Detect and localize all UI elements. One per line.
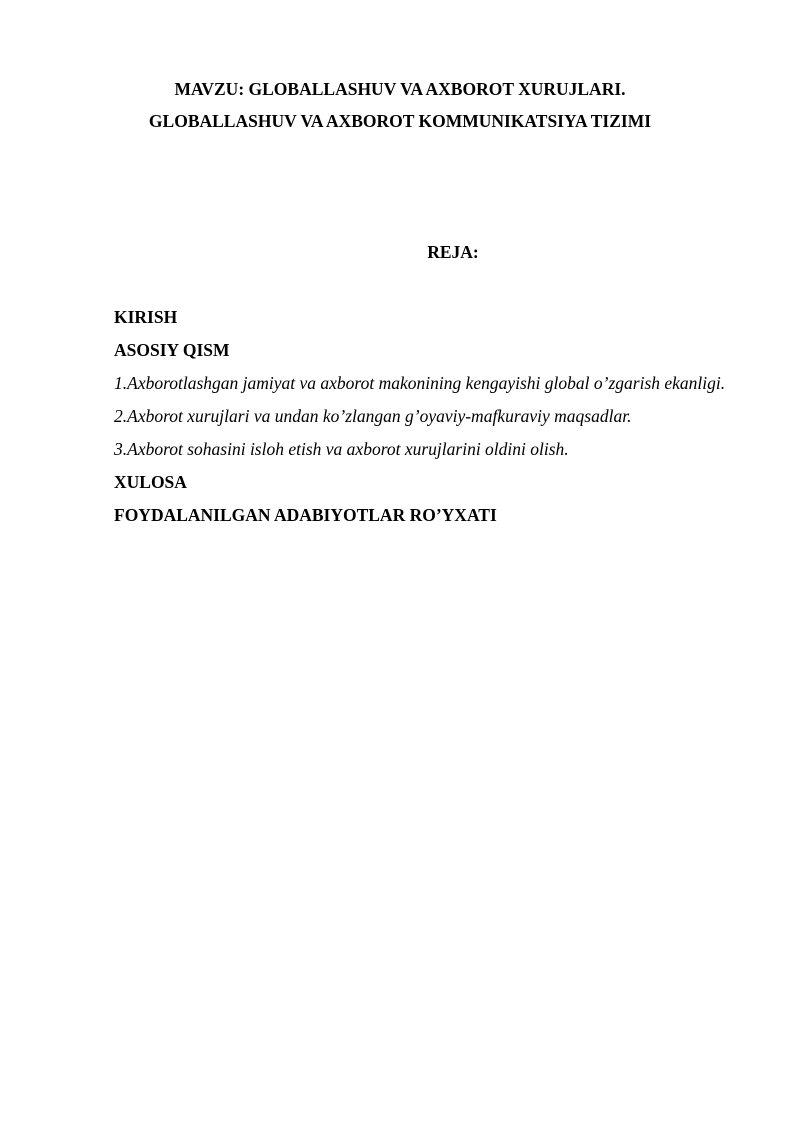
document-title-line-2: GLOBALLASHUV VA AXBOROT KOMMUNIKATSIYA TIZIMI: [148, 111, 652, 131]
outline-point-3: 3.Axborot sohasini isloh etish va axborot xurujlarini oldini olish.: [114, 439, 569, 459]
plan-heading: REJA:: [427, 242, 479, 262]
outline-conclusion: XULOSA: [114, 472, 187, 492]
outline-main-part: ASOSIY QISM: [114, 340, 230, 360]
plan-outline: [114, 301, 740, 532]
document-title-line-1: MAVZU: GLOBALLASHUV VA AXBOROT XURUJLARI.: [174, 79, 626, 99]
outline-intro: KIRISH: [114, 307, 178, 327]
outline-point-2: 2.Axborot xurujlari va undan ko’zlangan g’oyaviy-mafkuraviy maqsadlar.: [114, 406, 632, 426]
outline-point-1: 1.Axborotlashgan jamiyat va axborot makonining kengayishi global o’zgarish ekanligi.: [114, 373, 726, 393]
outline-references: FOYDALANILGAN ADABIYOTLAR RO’YXATI: [114, 505, 497, 525]
